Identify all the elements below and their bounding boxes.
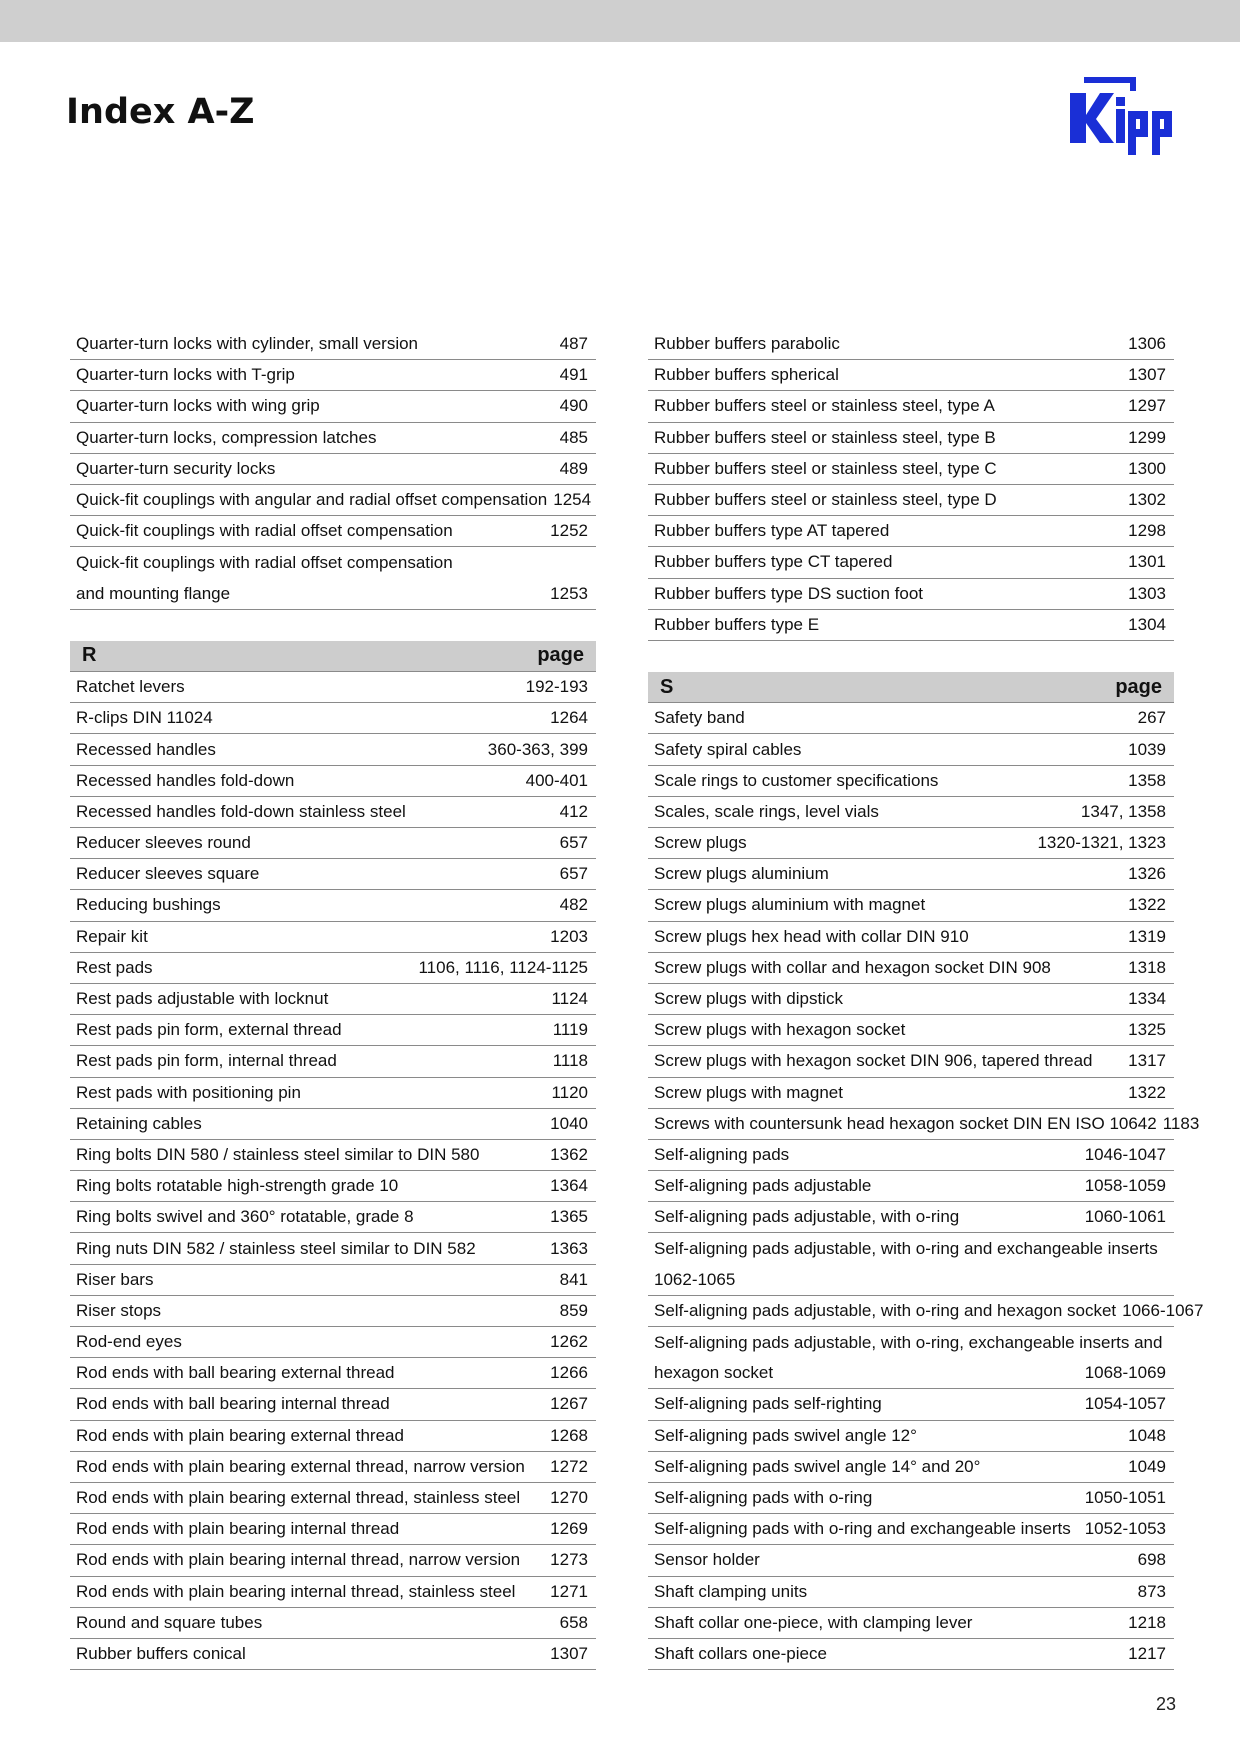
entry-page: 1054-1057 bbox=[1084, 1394, 1166, 1414]
entry-page: 1060-1061 bbox=[1084, 1207, 1166, 1227]
index-row[interactable] bbox=[70, 360, 596, 391]
entry-page: 267 bbox=[1137, 708, 1166, 728]
entry-label: Self-aligning pads self-righting bbox=[654, 1394, 882, 1414]
entry-label: Quick-fit couplings with radial offset compensation bbox=[76, 521, 453, 541]
entry-page: 1040 bbox=[550, 1113, 588, 1133]
entry-label: Self-aligning pads swivel angle 12° bbox=[654, 1425, 917, 1445]
index-row[interactable] bbox=[648, 766, 1174, 797]
entry-page: 412 bbox=[559, 801, 588, 821]
index-row[interactable] bbox=[648, 1421, 1174, 1452]
entry-page: 1303 bbox=[1128, 583, 1166, 603]
entry-label: Rubber buffers spherical bbox=[654, 365, 839, 385]
section-header-s bbox=[648, 672, 1174, 703]
entry-label: Round and square tubes bbox=[76, 1612, 263, 1632]
entry-page: 482 bbox=[559, 895, 588, 915]
index-row[interactable] bbox=[648, 1140, 1174, 1171]
entry-label: Ring bolts DIN 580 / stainless steel similar to DIN 580 bbox=[76, 1144, 480, 1164]
entry-page: 1262 bbox=[550, 1332, 588, 1352]
kipp-logo-icon bbox=[1070, 75, 1180, 160]
entry-label: and mounting flange bbox=[76, 583, 231, 603]
index-row[interactable] bbox=[70, 1514, 596, 1545]
entry-label: Quarter-turn locks, compression latches bbox=[76, 427, 377, 447]
entry-page: 1358 bbox=[1128, 770, 1166, 790]
entry-page: 873 bbox=[1137, 1581, 1166, 1601]
entry-page: 1264 bbox=[550, 708, 588, 728]
entry-label: Reducer sleeves round bbox=[76, 833, 251, 853]
entry-label: Screw plugs hex head with collar DIN 910 bbox=[654, 926, 969, 946]
index-row[interactable] bbox=[648, 1171, 1174, 1202]
entry-label: Quick-fit couplings with radial offset compensation bbox=[76, 552, 453, 572]
entry-label: Quarter-turn locks with T-grip bbox=[76, 365, 295, 385]
kipp-logo bbox=[1070, 75, 1180, 160]
entry-page: 1298 bbox=[1128, 521, 1166, 541]
index-row[interactable] bbox=[70, 1639, 596, 1670]
entry-label: Quarter-turn locks with cylinder, small version bbox=[76, 334, 419, 354]
entry-page: 1068-1069 bbox=[1084, 1363, 1166, 1383]
index-row[interactable] bbox=[70, 485, 596, 516]
entry-label: Rubber buffers type CT tapered bbox=[654, 552, 893, 572]
index-row[interactable] bbox=[648, 1545, 1174, 1576]
entry-label: Self-aligning pads adjustable, with o-ring bbox=[654, 1207, 960, 1227]
entry-label: Quick-fit couplings with angular and radial offset compensation bbox=[76, 490, 548, 510]
entry-page: 1365 bbox=[550, 1207, 588, 1227]
entry-page: 1318 bbox=[1128, 957, 1166, 977]
index-row[interactable] bbox=[648, 1514, 1174, 1545]
entry-page: 192-193 bbox=[525, 677, 588, 697]
entry-page: 485 bbox=[559, 427, 588, 447]
entry-page: 1252 bbox=[550, 521, 588, 541]
entry-page: 1306 bbox=[1128, 334, 1166, 354]
index-row[interactable] bbox=[648, 734, 1174, 765]
entry-label: Shaft collar one-piece, with clamping lever bbox=[654, 1612, 973, 1632]
index-row[interactable] bbox=[70, 547, 596, 578]
entry-page: 1203 bbox=[550, 926, 588, 946]
entry-page: 1363 bbox=[550, 1238, 588, 1258]
top-bar bbox=[0, 0, 1240, 42]
index-row[interactable] bbox=[648, 1109, 1200, 1140]
entry-label: Shaft collars one-piece bbox=[654, 1643, 827, 1663]
entry-label: Scale rings to customer specifications bbox=[654, 770, 939, 790]
entry-label: R-clips DIN 11024 bbox=[76, 708, 213, 728]
spacer bbox=[648, 641, 1174, 672]
entry-label: Self-aligning pads adjustable bbox=[654, 1176, 872, 1196]
entry-page: 657 bbox=[559, 833, 588, 853]
entry-page: 1300 bbox=[1128, 458, 1166, 478]
entry-page: 489 bbox=[559, 458, 588, 478]
index-row[interactable] bbox=[648, 547, 1174, 578]
entry-label: Screw plugs with hexagon socket DIN 906, tapered thread bbox=[654, 1051, 1093, 1071]
entry-page: 657 bbox=[559, 864, 588, 884]
index-row[interactable] bbox=[648, 1577, 1174, 1608]
entry-label: Rod ends with plain bearing internal thread bbox=[76, 1519, 400, 1539]
index-row[interactable] bbox=[70, 391, 596, 422]
index-row[interactable] bbox=[648, 1483, 1174, 1514]
entry-label: Self-aligning pads with o-ring and exchangeable inserts bbox=[654, 1519, 1071, 1539]
entry-label: Quarter-turn security locks bbox=[76, 458, 276, 478]
entry-page: 360-363, 399 bbox=[487, 739, 588, 759]
entry-label: Self-aligning pads adjustable, with o-ring and exchangeable inserts bbox=[654, 1239, 1158, 1259]
index-row[interactable] bbox=[648, 1015, 1174, 1046]
index-row[interactable] bbox=[70, 516, 596, 547]
index-row[interactable] bbox=[70, 672, 596, 703]
entry-label: Rod ends with plain bearing internal thread, stainless steel bbox=[76, 1581, 516, 1601]
index-row[interactable] bbox=[648, 454, 1174, 485]
index-row[interactable] bbox=[70, 1577, 596, 1608]
index-row[interactable] bbox=[70, 1233, 596, 1264]
index-row[interactable] bbox=[648, 329, 1174, 360]
entry-label: Rubber buffers steel or stainless steel, type C bbox=[654, 458, 997, 478]
index-row[interactable] bbox=[648, 703, 1174, 734]
entry-label: Recessed handles fold-down bbox=[76, 770, 295, 790]
entry-page: 1322 bbox=[1128, 1082, 1166, 1102]
entry-label: Self-aligning pads adjustable, with o-ring and hexagon socket bbox=[654, 1300, 1117, 1320]
entry-page: 1254 bbox=[553, 490, 592, 510]
entry-label: Screw plugs with collar and hexagon socket DIN 908 bbox=[654, 957, 1051, 977]
entry-label: Screw plugs bbox=[654, 833, 747, 853]
entry-page: 1269 bbox=[550, 1519, 588, 1539]
entry-page: 1307 bbox=[550, 1643, 588, 1663]
entry-label: Screws with countersunk head hexagon socket DIN EN ISO 10642 bbox=[654, 1113, 1157, 1133]
index-row[interactable] bbox=[648, 1389, 1174, 1420]
index-row[interactable] bbox=[70, 1389, 596, 1420]
entry-label: Shaft clamping units bbox=[654, 1581, 808, 1601]
index-row[interactable] bbox=[70, 703, 596, 734]
entry-label: Riser stops bbox=[76, 1300, 162, 1320]
index-row[interactable] bbox=[70, 1327, 596, 1358]
index-row[interactable] bbox=[648, 1265, 1174, 1296]
entry-page: 1307 bbox=[1128, 365, 1166, 385]
entry-page: 1120 bbox=[551, 1082, 588, 1102]
entry-page: 1322 bbox=[1128, 895, 1166, 915]
index-row[interactable] bbox=[648, 1327, 1174, 1358]
entry-label: Recessed handles bbox=[76, 739, 216, 759]
entry-label: Ratchet levers bbox=[76, 677, 185, 697]
index-row[interactable] bbox=[70, 1109, 596, 1140]
entry-page: 1270 bbox=[550, 1488, 588, 1508]
index-row[interactable] bbox=[648, 859, 1174, 890]
page-title: Index A-Z bbox=[66, 92, 255, 132]
index-row[interactable] bbox=[70, 828, 596, 859]
entry-page: 698 bbox=[1137, 1550, 1166, 1570]
section-header-r bbox=[70, 641, 596, 672]
entry-page: 1297 bbox=[1128, 396, 1166, 416]
entry-page: 400-401 bbox=[525, 770, 588, 790]
index-row[interactable] bbox=[70, 579, 596, 610]
index-row[interactable] bbox=[70, 859, 596, 890]
entry-page: 1272 bbox=[550, 1456, 588, 1476]
index-row[interactable] bbox=[70, 922, 596, 953]
entry-label: hexagon socket bbox=[654, 1363, 774, 1383]
index-row[interactable] bbox=[648, 1452, 1174, 1483]
entry-label: Rod ends with plain bearing internal thread, narrow version bbox=[76, 1550, 521, 1570]
index-row[interactable] bbox=[648, 1296, 1204, 1327]
entry-page: 1058-1059 bbox=[1084, 1176, 1166, 1196]
entry-label: Rubber buffers type AT tapered bbox=[654, 521, 890, 541]
entry-label: Rest pads pin form, external thread bbox=[76, 1020, 342, 1040]
spacer bbox=[70, 610, 596, 641]
entry-label: Screw plugs with hexagon socket bbox=[654, 1020, 906, 1040]
index-row[interactable] bbox=[70, 1608, 596, 1639]
index-row[interactable] bbox=[648, 922, 1174, 953]
entry-label: Rod-end eyes bbox=[76, 1332, 182, 1352]
entry-page: 1106, 1116, 1124-1125 bbox=[418, 957, 588, 977]
index-row[interactable] bbox=[70, 1545, 596, 1576]
index-row[interactable] bbox=[70, 1452, 596, 1483]
page-number: 23 bbox=[1155, 1694, 1176, 1714]
index-row[interactable] bbox=[648, 1078, 1174, 1109]
entry-page: 491 bbox=[559, 365, 588, 385]
entry-label: Reducing bushings bbox=[76, 895, 221, 915]
entry-label: 1062-1065 bbox=[654, 1269, 736, 1289]
index-row[interactable] bbox=[70, 423, 596, 454]
entry-page: 1052-1053 bbox=[1084, 1519, 1166, 1539]
entry-label: Safety band bbox=[654, 708, 745, 728]
index-row[interactable] bbox=[70, 1296, 596, 1327]
entry-label: Rod ends with ball bearing external thread bbox=[76, 1363, 395, 1383]
entry-page: 1273 bbox=[550, 1550, 588, 1570]
index-row[interactable] bbox=[70, 1483, 596, 1514]
section-letter: S bbox=[660, 675, 674, 698]
index-column-left bbox=[70, 329, 596, 1670]
entry-label: Screw plugs aluminium with magnet bbox=[654, 895, 926, 915]
index-row[interactable] bbox=[648, 579, 1174, 610]
entry-label: Rod ends with ball bearing internal thread bbox=[76, 1394, 390, 1414]
entry-label: Recessed handles fold-down stainless steel bbox=[76, 801, 406, 821]
entry-label: Reducer sleeves square bbox=[76, 864, 260, 884]
entry-label: Rod ends with plain bearing external thread, narrow version bbox=[76, 1456, 525, 1476]
entry-label: Ring nuts DIN 582 / stainless steel similar to DIN 582 bbox=[76, 1238, 476, 1258]
index-row[interactable] bbox=[70, 984, 596, 1015]
index-row[interactable] bbox=[70, 734, 596, 765]
entry-page: 859 bbox=[559, 1300, 588, 1320]
index-row[interactable] bbox=[70, 1015, 596, 1046]
index-row[interactable] bbox=[648, 391, 1174, 422]
entry-page: 1320-1321, 1323 bbox=[1037, 833, 1166, 853]
entry-page: 1050-1051 bbox=[1084, 1488, 1166, 1508]
entry-page: 1046-1047 bbox=[1084, 1144, 1166, 1164]
entry-page: 1304 bbox=[1128, 614, 1166, 634]
index-row[interactable] bbox=[70, 797, 596, 828]
index-column-right bbox=[648, 329, 1204, 1670]
entry-label: Scales, scale rings, level vials bbox=[654, 801, 879, 821]
index-row[interactable] bbox=[648, 1202, 1174, 1233]
index-row[interactable] bbox=[648, 516, 1174, 547]
index-row[interactable] bbox=[70, 890, 596, 921]
index-row[interactable] bbox=[648, 610, 1174, 641]
index-row[interactable] bbox=[70, 1140, 596, 1171]
entry-page: 1066-1067 bbox=[1122, 1300, 1204, 1320]
index-row[interactable] bbox=[648, 890, 1174, 921]
index-row[interactable] bbox=[648, 797, 1174, 828]
entry-page: 1325 bbox=[1128, 1020, 1166, 1040]
index-row[interactable] bbox=[70, 1358, 596, 1389]
entry-page: 1299 bbox=[1128, 427, 1166, 447]
entry-label: Quarter-turn locks with wing grip bbox=[76, 396, 320, 416]
index-row[interactable] bbox=[648, 984, 1174, 1015]
entry-label: Sensor holder bbox=[654, 1550, 760, 1570]
entry-page: 1253 bbox=[550, 583, 588, 603]
entry-page: 1119 bbox=[552, 1020, 588, 1040]
index-row[interactable] bbox=[70, 953, 596, 984]
entry-label: Rubber buffers conical bbox=[76, 1643, 246, 1663]
entry-page: 1049 bbox=[1128, 1456, 1166, 1476]
index-row[interactable] bbox=[70, 329, 596, 360]
index-row[interactable] bbox=[648, 1608, 1174, 1639]
entry-label: Rubber buffers steel or stainless steel, type D bbox=[654, 490, 997, 510]
entry-label: Self-aligning pads adjustable, with o-ring, exchangeable inserts and bbox=[654, 1332, 1163, 1352]
entry-page: 1302 bbox=[1128, 490, 1166, 510]
entry-page: 487 bbox=[559, 334, 588, 354]
entry-label: Self-aligning pads bbox=[654, 1144, 790, 1164]
entry-page: 1334 bbox=[1128, 989, 1166, 1009]
index-row[interactable] bbox=[648, 485, 1174, 516]
entry-label: Rod ends with plain bearing external thread, stainless steel bbox=[76, 1488, 521, 1508]
index-row[interactable] bbox=[70, 454, 596, 485]
entry-page: 841 bbox=[559, 1269, 588, 1289]
entry-label: Rest pads with positioning pin bbox=[76, 1082, 301, 1102]
entry-page: 1362 bbox=[550, 1144, 588, 1164]
section-page-label: page bbox=[1115, 675, 1162, 698]
entry-page: 1266 bbox=[550, 1363, 588, 1383]
index-row[interactable] bbox=[648, 360, 1174, 391]
entry-page: 1217 bbox=[1128, 1643, 1166, 1663]
entry-label: Rest pads pin form, internal thread bbox=[76, 1051, 337, 1071]
entry-label: Rubber buffers type DS suction foot bbox=[654, 583, 924, 603]
entry-page: 1124 bbox=[551, 989, 588, 1009]
entry-page: 1301 bbox=[1128, 552, 1166, 572]
entry-label: Ring bolts rotatable high-strength grade 10 bbox=[76, 1176, 399, 1196]
entry-label: Ring bolts swivel and 360° rotatable, grade 8 bbox=[76, 1207, 414, 1227]
entry-label: Retaining cables bbox=[76, 1113, 202, 1133]
entry-page: 1317 bbox=[1128, 1051, 1166, 1071]
entry-page: 1267 bbox=[550, 1394, 588, 1414]
entry-page: 1118 bbox=[552, 1051, 588, 1071]
entry-page: 1268 bbox=[550, 1425, 588, 1445]
entry-label: Riser bars bbox=[76, 1269, 154, 1289]
entry-label: Screw plugs with dipstick bbox=[654, 989, 843, 1009]
index-row[interactable] bbox=[70, 1046, 596, 1077]
index-row[interactable] bbox=[70, 1265, 596, 1296]
entry-page: 1326 bbox=[1128, 864, 1166, 884]
entry-label: Self-aligning pads swivel angle 14° and 20° bbox=[654, 1456, 981, 1476]
entry-page: 1271 bbox=[550, 1581, 588, 1601]
entry-label: Safety spiral cables bbox=[654, 739, 802, 759]
entry-page: 1364 bbox=[550, 1176, 588, 1196]
index-row[interactable] bbox=[70, 1421, 596, 1452]
entry-page: 1183 bbox=[1162, 1113, 1200, 1133]
index-row[interactable] bbox=[70, 1171, 596, 1202]
entry-label: Rest pads adjustable with locknut bbox=[76, 989, 329, 1009]
entry-label: Rubber buffers steel or stainless steel, type B bbox=[654, 427, 996, 447]
entry-page: 1039 bbox=[1128, 739, 1166, 759]
index-row[interactable] bbox=[70, 766, 596, 797]
entry-label: Rest pads bbox=[76, 957, 153, 977]
index-row[interactable] bbox=[648, 1639, 1174, 1670]
entry-label: Rubber buffers steel or stainless steel, type A bbox=[654, 396, 995, 416]
entry-label: Screw plugs with magnet bbox=[654, 1082, 843, 1102]
entry-label: Rod ends with plain bearing external thread bbox=[76, 1425, 404, 1445]
index-row[interactable] bbox=[648, 1233, 1174, 1264]
index-row[interactable] bbox=[648, 1358, 1174, 1389]
entry-label: Self-aligning pads with o-ring bbox=[654, 1488, 873, 1508]
index-row[interactable] bbox=[648, 1046, 1174, 1077]
index-row[interactable] bbox=[648, 953, 1174, 984]
entry-page: 490 bbox=[559, 396, 588, 416]
entry-label: Repair kit bbox=[76, 926, 148, 946]
index-row[interactable] bbox=[70, 1078, 596, 1109]
index-row[interactable] bbox=[648, 423, 1174, 454]
entry-page: 658 bbox=[559, 1612, 588, 1632]
section-letter: R bbox=[82, 644, 97, 667]
entry-label: Screw plugs aluminium bbox=[654, 864, 829, 884]
entry-label: Rubber buffers parabolic bbox=[654, 334, 840, 354]
entry-label: Rubber buffers type E bbox=[654, 614, 820, 634]
section-page-label: page bbox=[537, 644, 584, 667]
entry-page: 1218 bbox=[1128, 1612, 1166, 1632]
entry-page: 1347, 1358 bbox=[1080, 801, 1166, 821]
index-row[interactable] bbox=[70, 1202, 596, 1233]
entry-page: 1048 bbox=[1128, 1425, 1166, 1445]
entry-page: 1319 bbox=[1128, 926, 1166, 946]
index-row[interactable] bbox=[648, 828, 1174, 859]
